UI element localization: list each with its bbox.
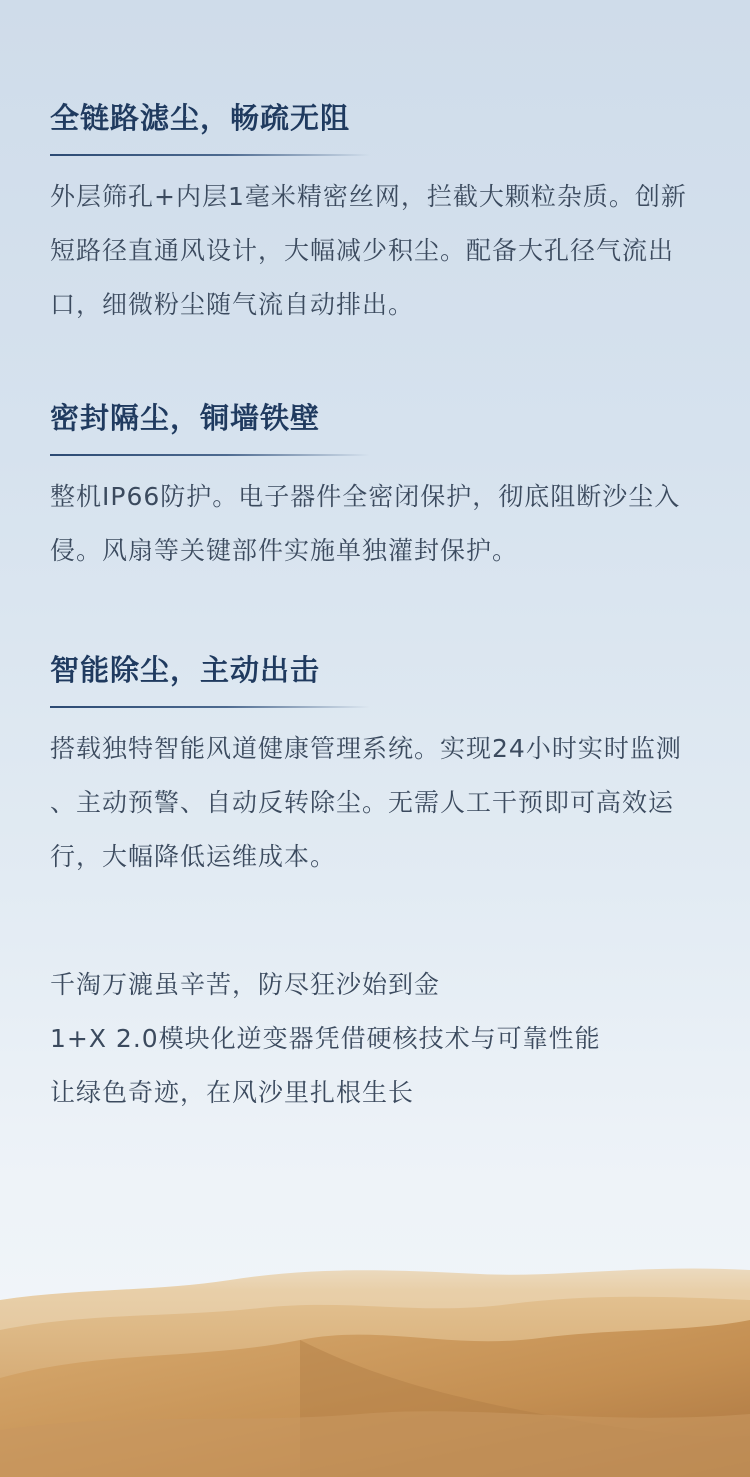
- section-heading: 密封隔尘，铜墙铁壁: [50, 401, 321, 435]
- heading-divider: [50, 154, 370, 156]
- section-sealing: [50, 400, 710, 578]
- closing-line-2: 1+X 2.0模块化逆变器凭借硬核技术与可靠性能: [50, 1024, 601, 1053]
- section-body: 整机IP66防护。电子器件全密闭保护，彻底阻断沙尘入侵。风扇等关键部件实施单独灌封保护。: [50, 482, 681, 565]
- section-heading: 智能除尘，主动出击: [50, 653, 321, 687]
- closing-statement: [50, 958, 710, 1120]
- section-body: 搭载独特智能风道健康管理系统。实现24小时实时监测 、主动预警、自动反转除尘。无需人工干预即可高效运行，大幅降低运维成本。: [50, 734, 682, 871]
- desert-dunes-image: [0, 1200, 750, 1477]
- closing-line-1: 千淘万漉虽辛苦，防尽狂沙始到金: [50, 970, 441, 999]
- section-smart-cleaning: [50, 652, 710, 884]
- section-heading: 全链路滤尘，畅疏无阻: [50, 101, 351, 135]
- heading-divider: [50, 454, 370, 456]
- section-body: 外层筛孔+内层1毫米精密丝网，拦截大颗粒杂质。创新短路径直通风设计，大幅减少积尘。配备大孔径气流出口，细微粉尘随气流自动排出。: [50, 182, 687, 319]
- heading-divider: [50, 706, 370, 708]
- closing-line-3: 让绿色奇迹，在风沙里扎根生长: [50, 1078, 415, 1107]
- section-dust-filtering: [50, 100, 710, 332]
